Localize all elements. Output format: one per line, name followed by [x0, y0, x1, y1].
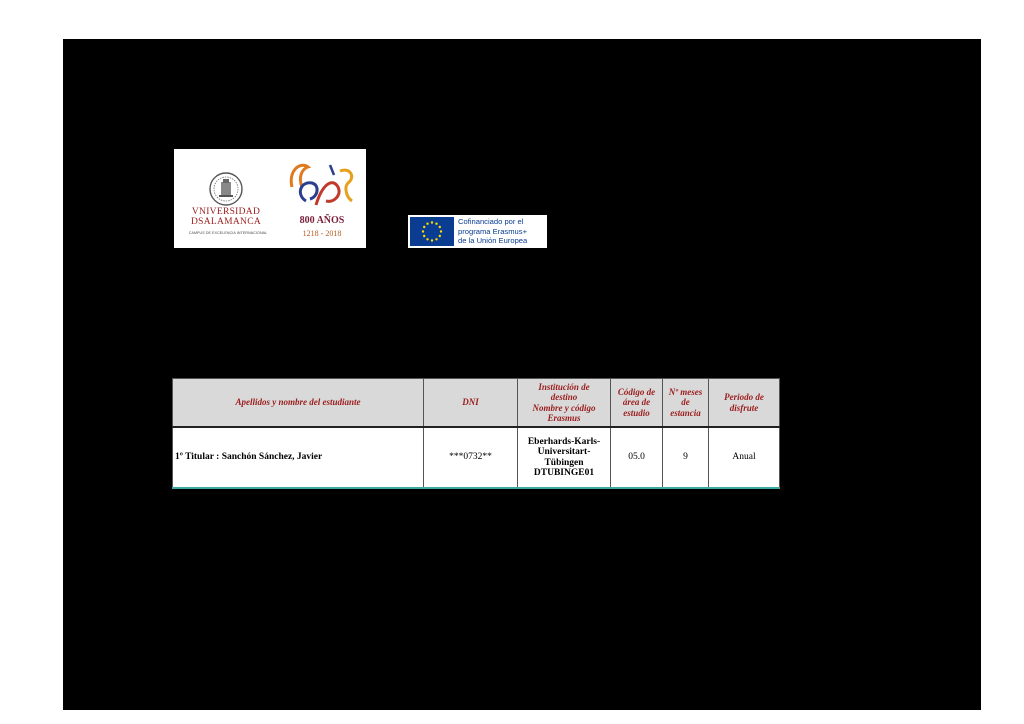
cell-dni: ***0732**: [424, 427, 518, 488]
header-student: Apellidos y nombre del estudiante: [173, 379, 424, 428]
header-period-l2: disfrute: [729, 402, 759, 413]
header-area-l1: Código de: [617, 386, 656, 397]
header-area-l3: estudio: [623, 407, 650, 418]
anniversary-title: 800 AÑOS: [299, 215, 345, 226]
table-row: [173, 427, 780, 488]
table-header-row: [173, 379, 780, 428]
eu-text-line1: Cofinanciado por el: [458, 217, 524, 226]
eu-text-line3: de la Unión Europea: [458, 236, 528, 245]
erasmus-logo: [408, 215, 547, 248]
header-institution-l4: Erasmus: [547, 413, 581, 423]
header-period: [709, 379, 780, 428]
cell-area-code: 05.0: [611, 427, 663, 488]
header-months-l1: Nº meses: [668, 386, 703, 397]
header-months-l2: de: [681, 397, 690, 408]
anniversary-logo: [286, 157, 358, 242]
anniversary-emblem-icon: [286, 157, 358, 215]
erasmus-cofinancing-text: [458, 217, 546, 246]
header-dni: DNI: [424, 379, 518, 428]
header-months-l3: estancia: [670, 407, 701, 418]
anniversary-years: 1218 - 2018: [302, 229, 342, 238]
cell-institution-l3: Tübingen: [544, 457, 584, 468]
cell-months: 9: [663, 427, 709, 488]
eu-flag-icon: [410, 217, 454, 246]
header-institution-l2: destino: [550, 392, 578, 402]
document-page: [63, 39, 981, 710]
header-area-code: [611, 379, 663, 428]
header-months: [663, 379, 709, 428]
cell-institution: [518, 427, 611, 488]
header-institution-l1: Institución de: [538, 381, 590, 392]
cell-institution-l2: Universitart-: [537, 447, 591, 457]
eu-text-line2: programa Erasmus+: [458, 226, 528, 236]
university-tagline: CAMPUS DE EXCELENCIA INTERNACIONAL: [188, 231, 268, 235]
university-seal-icon: [208, 171, 244, 207]
university-logo: [174, 149, 366, 248]
cell-period: Anual: [709, 427, 780, 488]
cell-institution-l1: Eberhards-Karls-: [527, 436, 601, 447]
header-area-l2: área de: [622, 397, 651, 408]
header-period-l1: Periodo de: [724, 392, 764, 402]
cell-student: 1º Titular : Sanchón Sánchez, Javier: [173, 427, 424, 488]
header-institution: [518, 379, 611, 428]
grant-table: [172, 378, 780, 489]
header-institution-l3: Nombre y código: [532, 402, 596, 413]
university-name-line2: DSALAMANCA: [190, 217, 262, 227]
cell-institution-l4: DTUBINGE01: [533, 468, 595, 478]
university-name-line1: VNIVERSIDAD: [191, 207, 261, 217]
university-name: [186, 207, 266, 227]
